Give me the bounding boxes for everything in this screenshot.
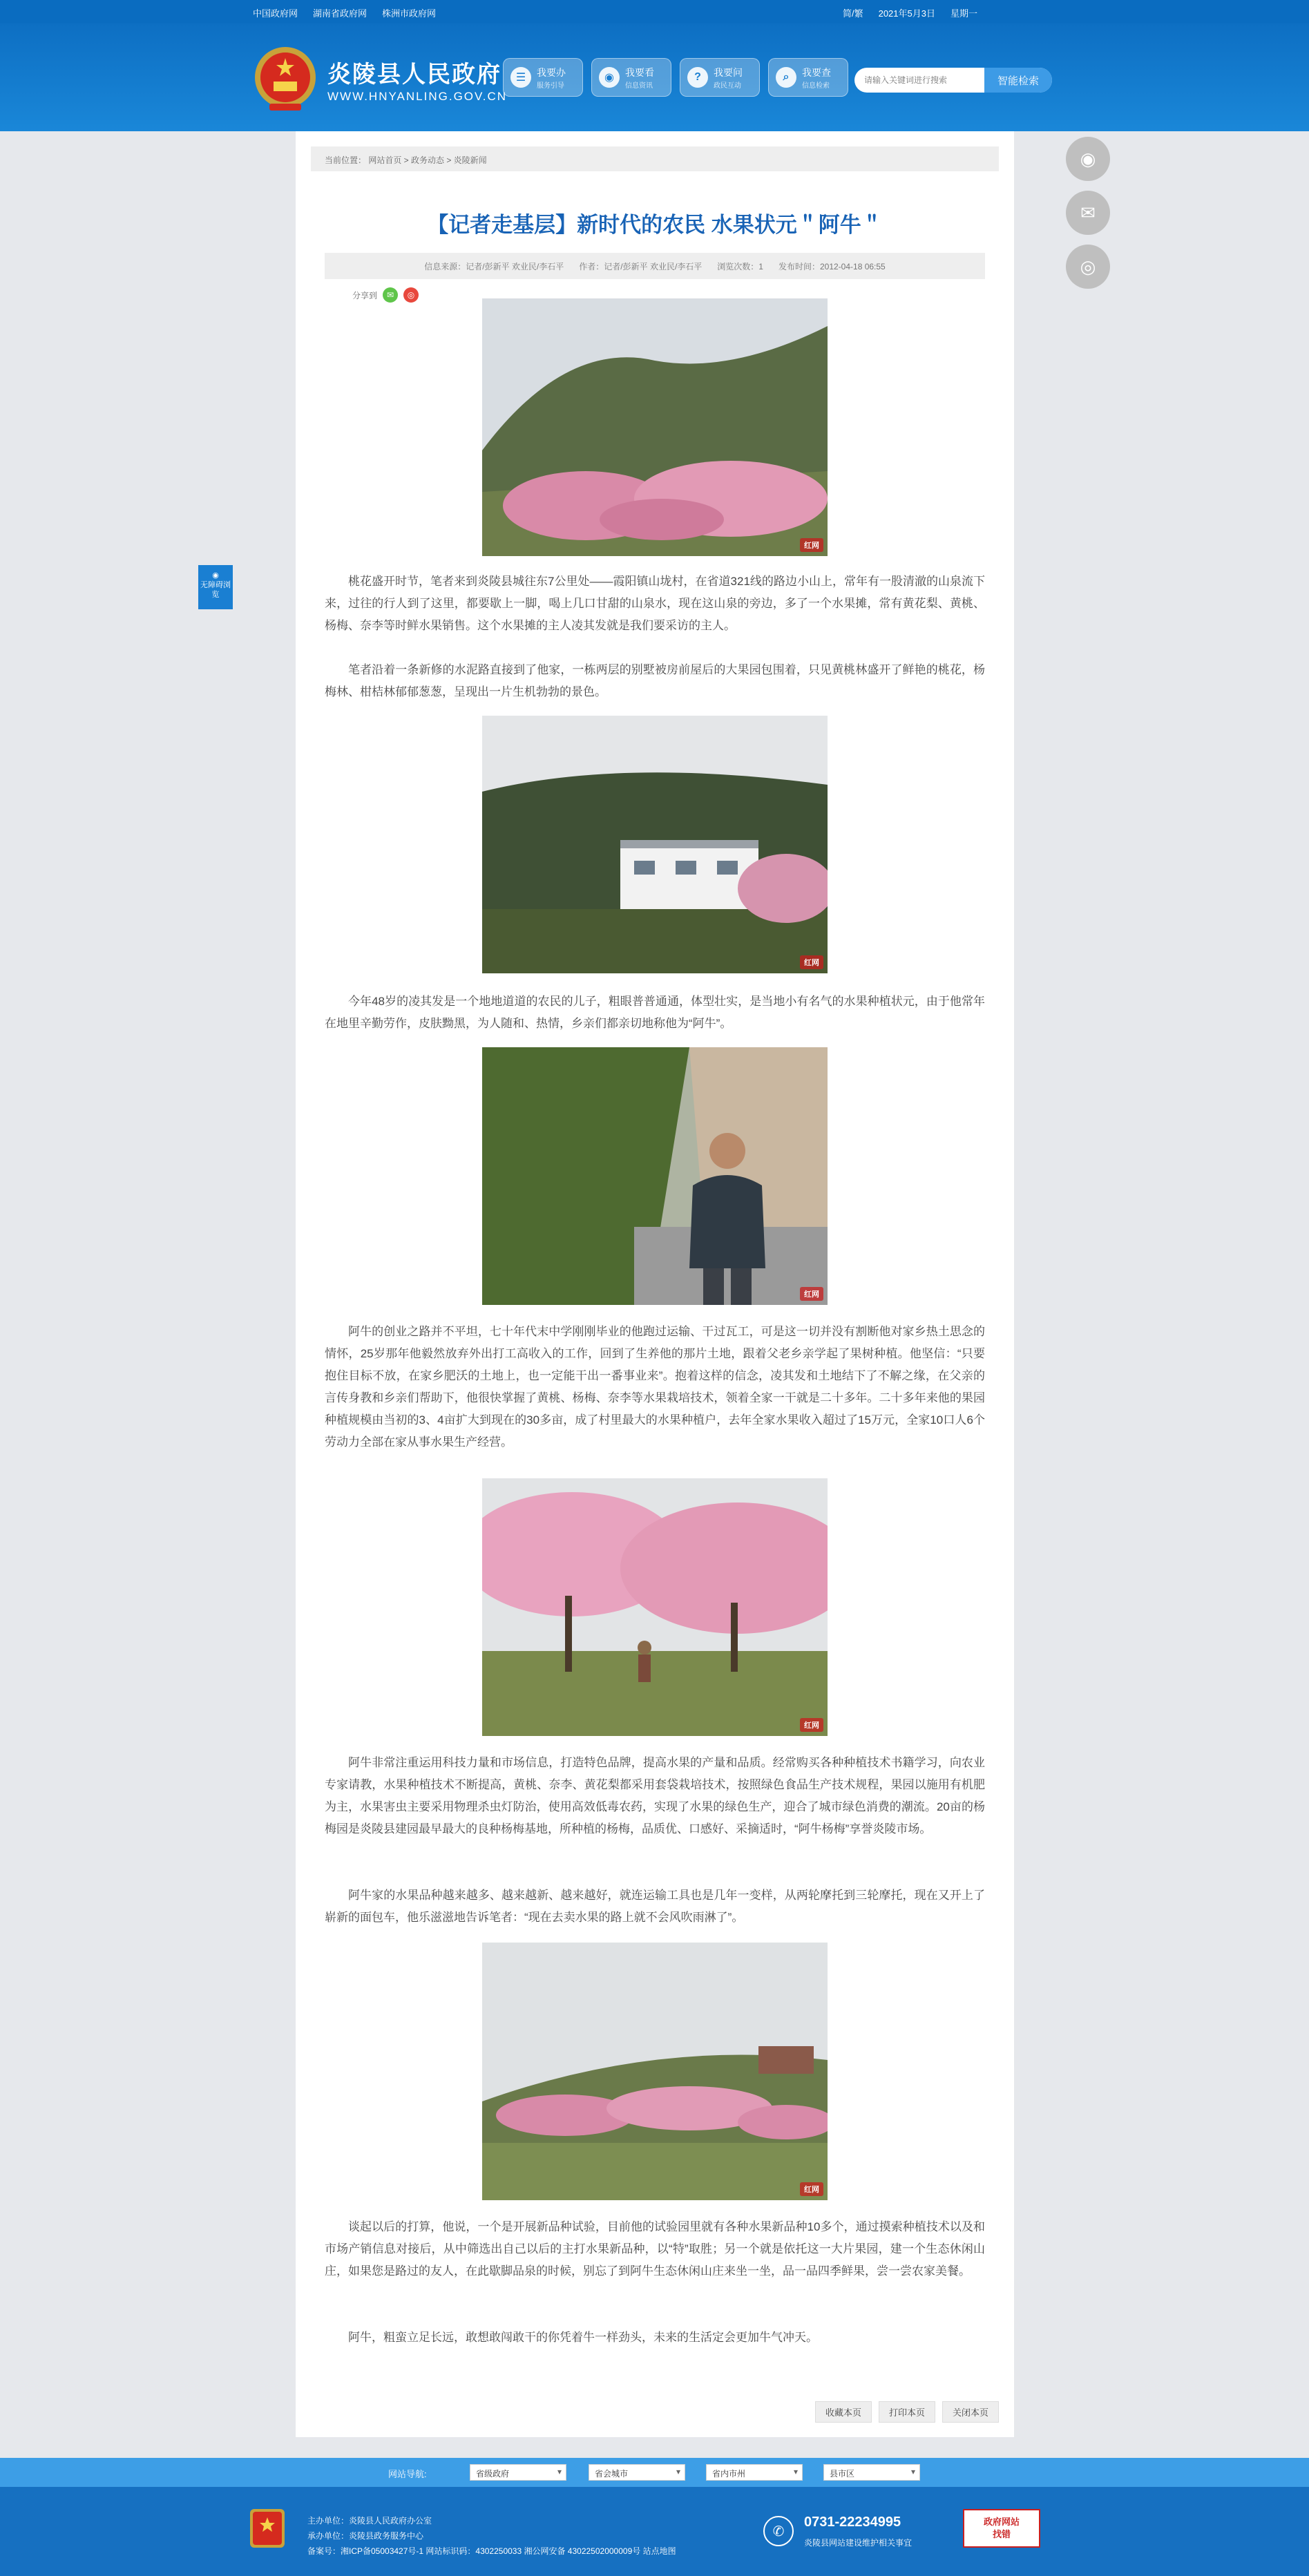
- orchard-landscape-image: [482, 1943, 828, 2200]
- nav-sub: 服务引导: [537, 82, 564, 90]
- article-paragraph: 阿牛，粗蛮立足长远，敢想敢闯敢干的你凭着牛一样劲头，未来的生活定会更加牛气冲天。: [348, 2331, 818, 2344]
- nav-button-query[interactable]: [768, 58, 848, 97]
- phone-icon: ✆: [763, 2516, 794, 2546]
- watermark: 红网: [800, 2182, 823, 2196]
- footer-nav-label: 网站导航:: [388, 2469, 427, 2479]
- nav-label: 我要看: [625, 66, 654, 78]
- article-title: 【记者走基层】新时代的农民 水果状元＂阿牛＂: [427, 213, 883, 237]
- party-emblem-icon: [249, 2508, 286, 2549]
- top-right: [843, 6, 977, 19]
- eye-icon: ◉: [212, 571, 219, 580]
- article-paragraph: 阿牛家的水果品种越来越多、越来越新、越来越好，就连运输工具也是几年一变样，从两轮摩托到三轮摩托，现在又开上了崭新的面包车，他乐滋滋地告诉笔者：“现在去卖水果的路上就不会风吹雨淋了”。: [325, 1889, 985, 1924]
- meta-author: 作者：记者/彭新平 欢业民/李石平: [579, 261, 703, 271]
- nav-sub: 信息资讯: [625, 82, 653, 90]
- article-paragraph: 阿牛非常注重运用科技力量和市场信息，打造特色品牌，提高水果的产量和品质。经常购买各种种植技术书籍学习，向农业专家请教，水果种植技术不断提高，黄桃、奈李、黄花梨都采用套袋栽培技术，按照绿色食品生产技术规程，果园以施用有机肥为主，水果害虫主要采用物理杀虫灯防治，使用高效低毒农药，实现了水果的绿色生产，迎合了城市绿色消费的潮流。20亩的杨梅园是炎陵县建园最早最大的良种杨梅基地，所种植的杨梅，品质优、口感好、采摘适时，“阿牛杨梅”享誉炎陵市场。: [325, 1756, 985, 1835]
- article-paragraph: 阿牛的创业之路并不平坦，七十年代末中学刚刚毕业的他跑过运输、干过瓦工，可是这一切并没有割断他对家乡热土思念的情怀，25岁那年他毅然放弃外出打工高收入的工作，回到了生养他的那片土地，跟着父老乡亲学起了果树种植。他坚信：“只要抱住目标不放，在家乡肥沃的土地上，也一定能干出一番事业来”。抱着这样的信念，凌其发和土地结下了不解之缘，在父亲的言传身教和乡亲们帮助下，他很快掌握了黄桃、杨梅、奈李等水果栽培技术，领着全家一干就是二十多年。二十多年来他的果园种植规模由当初的3、4亩扩大到现在的30多亩，成了村里最大的水果种植户，去年全家水果收入超过了15万元，全家10口人6个劳动力全部在家从事水果生产经营。: [325, 1325, 985, 1449]
- search-box: [854, 68, 1052, 93]
- breadcrumb[interactable]: 当前位置： 网站首页 > 政务动态 > 炎陵新闻: [311, 146, 999, 171]
- find-error-badge[interactable]: [963, 2509, 1040, 2548]
- eye-icon: ◉: [599, 67, 620, 88]
- current-weekday: 星期一: [950, 8, 977, 19]
- wechat-icon[interactable]: ✉: [1066, 191, 1110, 235]
- nav-label: 我要问: [714, 66, 743, 78]
- select-province-cities[interactable]: 省内市州 ▾: [706, 2464, 803, 2481]
- article-photo: [482, 716, 828, 973]
- weibo-icon[interactable]: ◎: [1066, 245, 1110, 289]
- article-tools: [815, 2401, 999, 2423]
- meta-date: 发布时间：2012-04-18 06:55: [778, 261, 886, 271]
- list-icon: ☰: [510, 67, 531, 88]
- footer: [0, 2487, 1309, 2576]
- site-title: 炎陵县人民政府: [327, 61, 501, 88]
- top-link-gov-cn[interactable]: 中国政府网: [253, 8, 298, 19]
- weibo-share-icon[interactable]: ◎: [403, 287, 419, 303]
- main-nav: [503, 58, 848, 97]
- footer-nav: [0, 2458, 1309, 2487]
- lang-switch[interactable]: 简/繁: [842, 8, 863, 19]
- nav-button-interact[interactable]: [680, 58, 760, 97]
- question-icon: ?: [687, 67, 708, 88]
- search-icon: ⌕: [776, 67, 796, 88]
- search-input[interactable]: [854, 68, 984, 93]
- favorite-button[interactable]: 收藏本页: [815, 2401, 872, 2423]
- side-share-bar: [1066, 137, 1110, 289]
- farmhouse-image: [482, 716, 828, 973]
- article-photo: [482, 1943, 828, 2200]
- nav-button-info[interactable]: [591, 58, 671, 97]
- meta-source: 信息来源：记者/彭新平 欢业民/李石平: [424, 261, 564, 271]
- watermark: 红网: [800, 1718, 823, 1732]
- watermark: 红网: [800, 955, 823, 969]
- close-button[interactable]: 关闭本页: [942, 2401, 999, 2423]
- accessibility-button[interactable]: [198, 565, 233, 609]
- eye-icon[interactable]: ◉: [1066, 137, 1110, 181]
- article-paragraph: 笔者沿着一条新修的水泥路直接到了他家，一栋两层的别墅被房前屋后的大果园包围着，只见黄桃林盛开了鲜艳的桃花，杨梅林、柑桔林郁郁葱葱，呈现出一片生机勃勃的景色。: [325, 663, 985, 698]
- article-photo: [482, 298, 828, 556]
- select-capital-cities[interactable]: 省会城市 ▾: [589, 2464, 685, 2481]
- meta-views: 浏览次数：1: [717, 261, 763, 271]
- top-link-hunan[interactable]: 湖南省政府网: [313, 8, 367, 19]
- article-photo: [482, 1478, 828, 1736]
- site-url: WWW.HNYANLING.GOV.CN: [327, 90, 508, 103]
- article-meta: [325, 253, 985, 279]
- accessibility-label: 无障碍浏览: [200, 581, 231, 599]
- top-bar: [0, 0, 1309, 23]
- contact-phone-note: 炎陵县网站建设维护相关事宜: [804, 2538, 913, 2548]
- article-paragraph: 桃花盛开时节，笔者来到炎陵县城往东7公里处——霞阳镇山垅村，在省道321线的路边小山上，常年有一股清澈的山泉流下来，过往的行人到了这里，都要歇上一脚，喝上几口甘甜的山泉水，现在这山泉的旁边，多了一个水果摊，常有黄花梨、黄桃、杨梅、奈李等时鲜水果销售。这个水果摊的主人凌其发就是我们要采访的主人。: [325, 575, 985, 632]
- header: [0, 23, 1309, 131]
- print-button[interactable]: 打印本页: [879, 2401, 935, 2423]
- share-label: 分享到: [352, 290, 378, 300]
- badge-top: 政府网站: [983, 2517, 1020, 2527]
- peach-orchard-image: [482, 1478, 828, 1736]
- nav-label: 我要查: [802, 66, 831, 78]
- search-button[interactable]: 智能检索: [984, 68, 1052, 93]
- article-photo: [482, 1047, 828, 1305]
- badge-bottom: 找错: [992, 2529, 1011, 2539]
- contact-phone: 0731-22234995: [804, 2515, 901, 2530]
- share-bar: [352, 287, 419, 303]
- footer-info: [307, 2513, 676, 2559]
- farmer-portrait-image: [482, 1047, 828, 1305]
- current-date: 2021年5月3日: [878, 8, 935, 19]
- footer-record[interactable]: 备案号：湘ICP备05003427号-1 网站标识码：4302250033 湘公网安备 43022502000009号 站点地图: [307, 2546, 676, 2556]
- watermark: 红网: [800, 538, 823, 552]
- select-provincial-gov[interactable]: 省级政府 ▾: [470, 2464, 566, 2481]
- article-paragraph: 今年48岁的凌其发是一个地地道道的农民的儿子，粗眼普普通通，体型壮实，是当地小有名气的水果种植状元，由于他常年在地里辛勤劳作，皮肤黝黑，为人随和、热情，乡亲们都亲切地称他为“阿牛”。: [325, 995, 985, 1030]
- nav-sub: 政民互动: [714, 82, 741, 90]
- watermark: 红网: [800, 1287, 823, 1301]
- nav-sub: 信息检索: [802, 82, 830, 90]
- select-counties[interactable]: 县市区 ▾: [823, 2464, 920, 2481]
- article-container: [296, 131, 1014, 2437]
- wechat-share-icon[interactable]: ✉: [383, 287, 398, 303]
- article-paragraph: 谈起以后的打算，他说，一个是开展新品种试验，目前他的试验园里就有各种水果新品种10多个，通过摸索种植技术以及和市场产销信息对接后，从中筛选出自己以后的主打水果新品种，以“特”取胜；另一个就是依托这一大片果园，建一个生态休闲山庄，如果您是路过的友人，在此歇脚品泉的时候，别忘了到阿牛生态休闲山庄来坐一坐，品一品四季鲜果，尝一尝农家美餐。: [325, 2220, 985, 2278]
- top-links: [253, 6, 436, 19]
- footer-sponsor: 主办单位：炎陵县人民政府办公室: [307, 2516, 432, 2526]
- nav-label: 我要办: [537, 66, 566, 78]
- national-emblem-icon: [253, 46, 318, 115]
- top-link-zhuzhou[interactable]: 株洲市政府网: [382, 8, 437, 19]
- footer-organizer: 承办单位：炎陵县政务服务中心: [307, 2531, 424, 2541]
- peach-blossom-hill-image: [482, 298, 828, 556]
- nav-button-service[interactable]: [503, 58, 583, 97]
